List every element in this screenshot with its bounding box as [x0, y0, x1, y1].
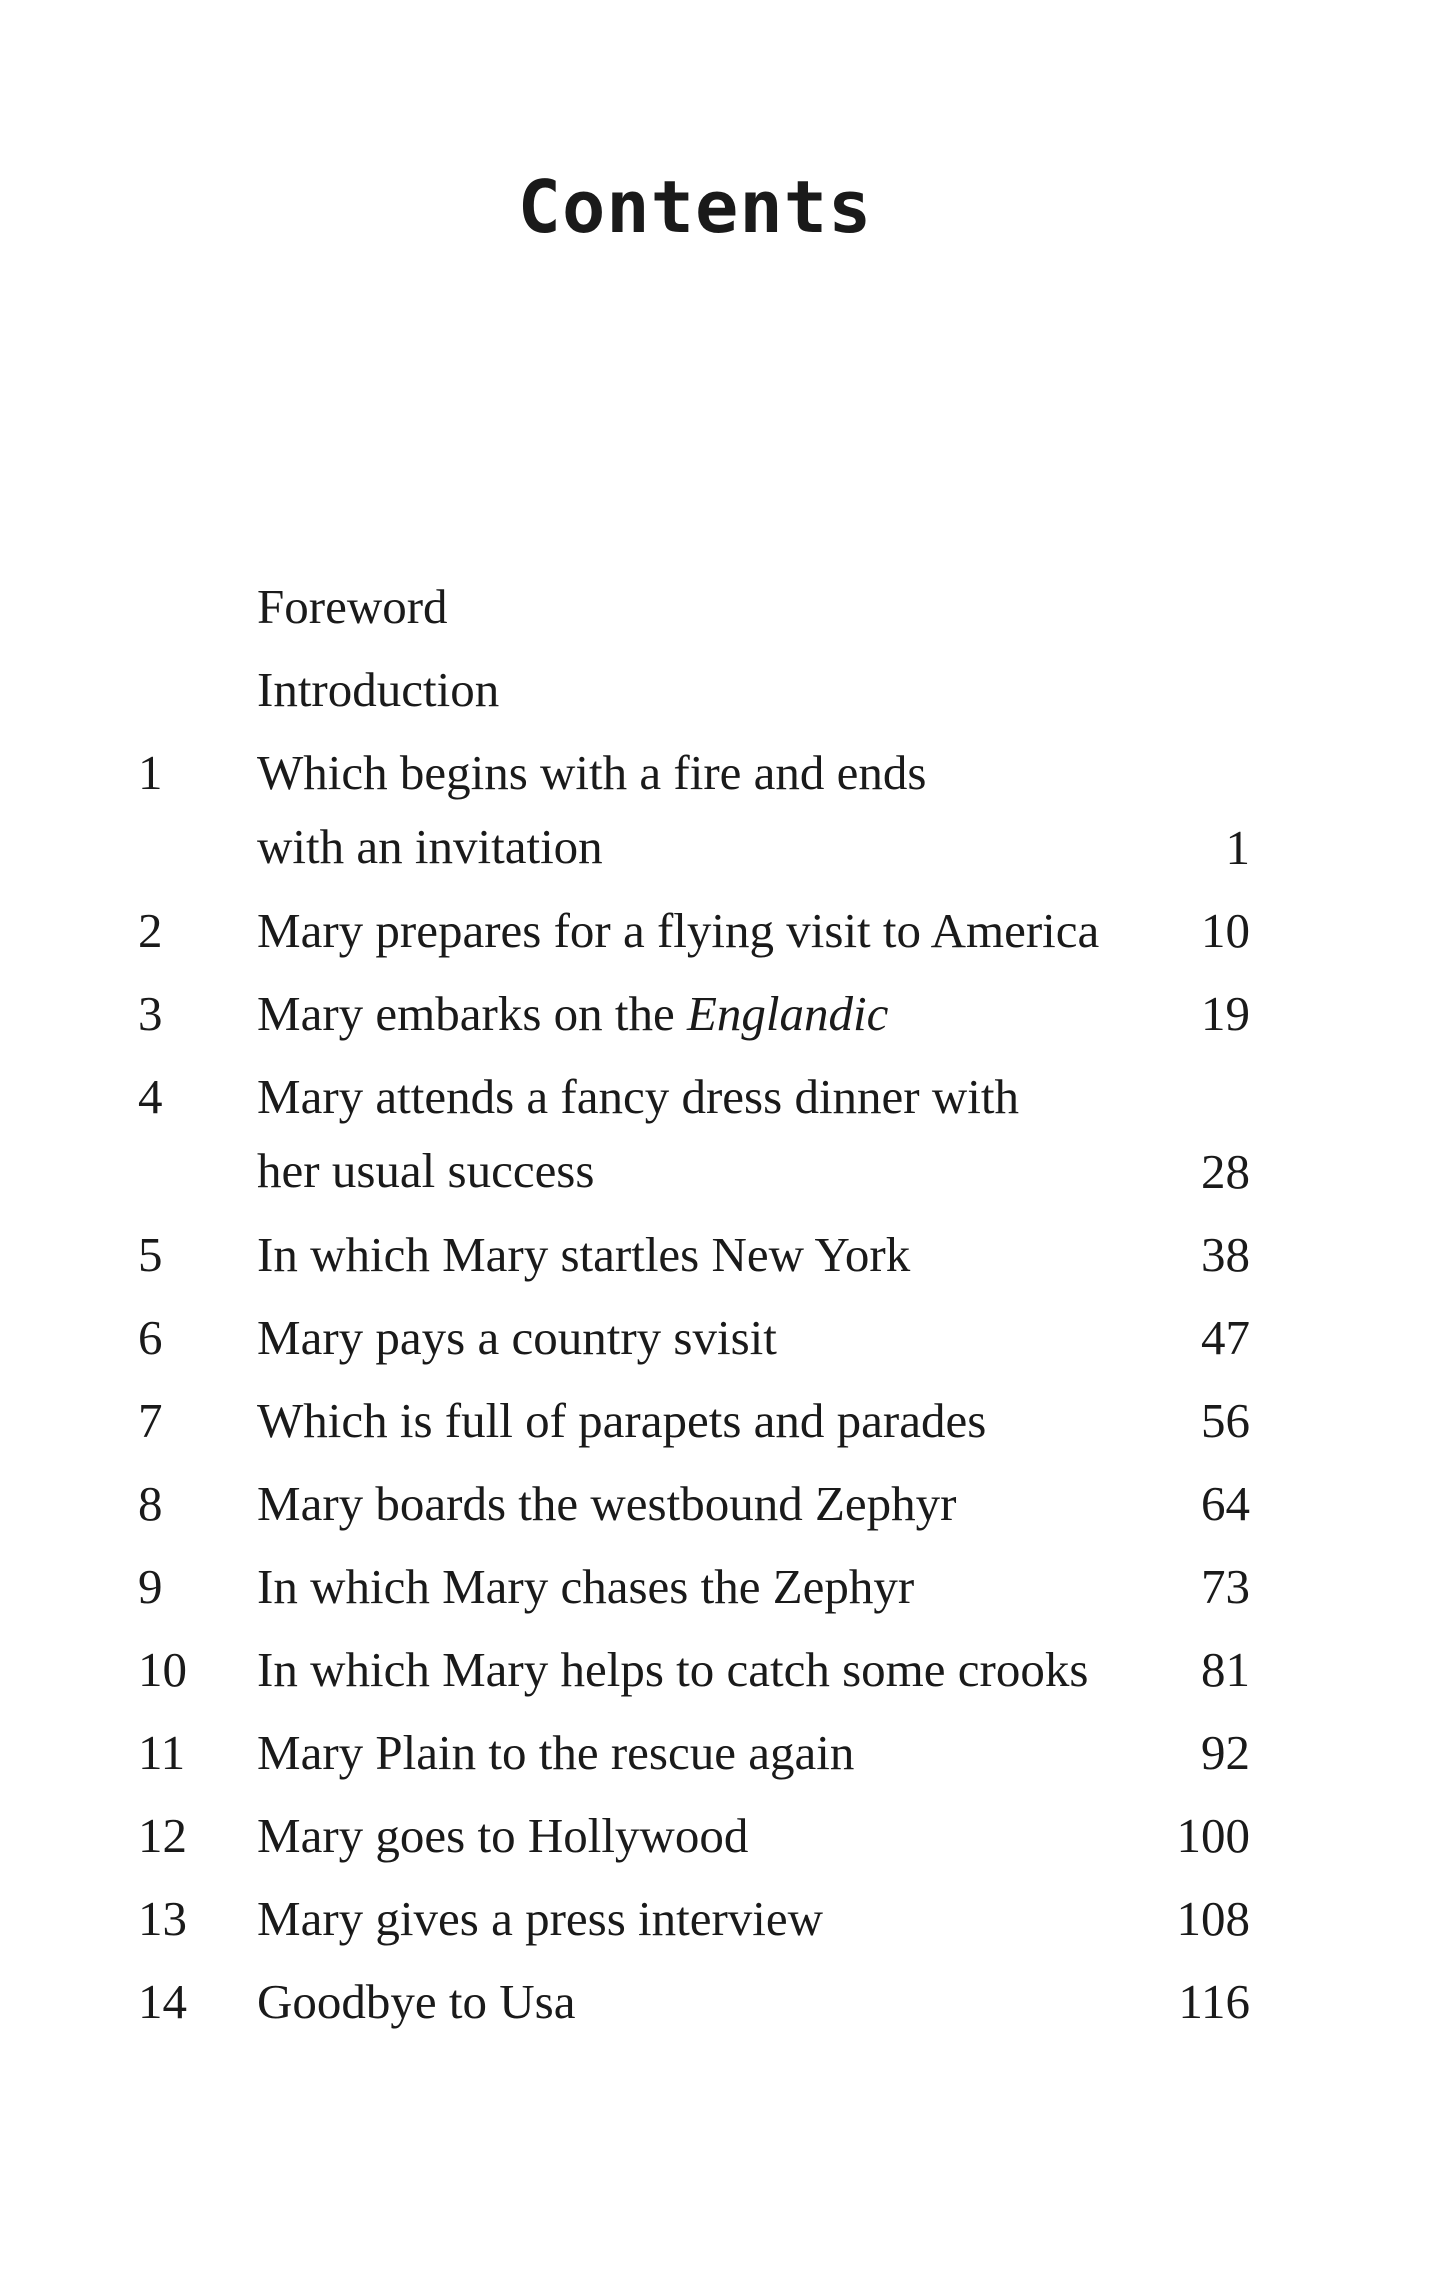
toc-entry-chapter-13 — [0, 1882, 1432, 1965]
chapter-title-line-1: Which begins with a fire and ends — [257, 745, 927, 800]
chapter-number: 13 — [138, 1891, 187, 1946]
chapter-title: Mary goes to Hollywood — [257, 1808, 749, 1863]
ship-name: Englandic — [687, 986, 889, 1041]
toc-entry-chapter-14 — [0, 1965, 1432, 2048]
chapter-title: Mary boards the westbound Zephyr — [257, 1476, 957, 1531]
toc-entry-chapter-9 — [0, 1550, 1432, 1633]
chapter-title: Mary gives a press interview — [257, 1891, 824, 1946]
toc-entry-title: Introduction — [257, 662, 500, 717]
toc-entry-chapter-10 — [0, 1633, 1432, 1716]
chapter-number: 12 — [138, 1808, 187, 1863]
toc-entry-title: Foreword — [257, 579, 448, 634]
chapter-title: In which Mary chases the Zephyr — [257, 1559, 915, 1614]
chapter-title-text: Mary embarks on the — [257, 986, 687, 1041]
chapter-title: Mary pays a country svisit — [257, 1310, 777, 1365]
chapter-title-line-1: Mary attends a fancy dress dinner with — [257, 1069, 1019, 1124]
toc-entry-chapter-3 — [0, 977, 1432, 1060]
chapter-page-number: 19 — [1201, 986, 1250, 1041]
toc-entry-chapter-12 — [0, 1799, 1432, 1882]
chapter-number: 10 — [138, 1642, 187, 1697]
chapter-number: 5 — [138, 1227, 163, 1282]
chapter-title-line-2: with an invitation — [257, 819, 603, 874]
toc-entry-chapter-7 — [0, 1384, 1432, 1467]
chapter-title: Which is full of parapets and parades — [257, 1393, 987, 1448]
toc-entry-chapter-5 — [0, 1218, 1432, 1301]
chapter-page-number: 92 — [1201, 1725, 1250, 1780]
chapter-page-number: 38 — [1201, 1227, 1250, 1282]
toc-entry-chapter-11 — [0, 1716, 1432, 1799]
chapter-number: 14 — [138, 1974, 187, 2029]
chapter-title: Mary prepares for a flying visit to America — [257, 903, 1100, 958]
chapter-page-number: 108 — [1176, 1891, 1250, 1946]
chapter-page-number: 81 — [1201, 1642, 1250, 1697]
chapter-title: In which Mary startles New York — [257, 1227, 911, 1282]
chapter-page-number: 56 — [1201, 1393, 1250, 1448]
chapter-title — [257, 977, 1177, 1051]
chapter-page-number: 10 — [1201, 903, 1250, 958]
chapter-title: In which Mary helps to catch some crooks — [257, 1642, 1089, 1697]
toc-entry-chapter-2 — [0, 894, 1432, 977]
table-of-contents — [0, 570, 1432, 2048]
toc-entry-chapter-1 — [0, 736, 1432, 894]
chapter-title: Goodbye to Usa — [257, 1974, 576, 2029]
chapter-page-number: 1 — [1225, 820, 1250, 875]
chapter-number: 8 — [138, 1476, 163, 1531]
chapter-page-number: 47 — [1201, 1310, 1250, 1365]
chapter-page-number: 73 — [1201, 1559, 1250, 1614]
chapter-number: 4 — [138, 1069, 163, 1124]
toc-entry-foreword — [0, 570, 1432, 653]
toc-entry-introduction — [0, 653, 1432, 736]
chapter-page-number: 100 — [1176, 1808, 1250, 1863]
chapter-title: Mary Plain to the rescue again — [257, 1725, 855, 1780]
chapter-number: 11 — [138, 1725, 186, 1780]
chapter-number: 1 — [138, 745, 163, 800]
page-title: Contents — [517, 165, 873, 249]
chapter-title-line-2: her usual success — [257, 1143, 595, 1198]
chapter-number: 7 — [138, 1393, 163, 1448]
chapter-page-number: 116 — [1178, 1974, 1250, 2029]
toc-entry-chapter-4 — [0, 1060, 1432, 1218]
chapter-page-number: 64 — [1201, 1476, 1250, 1531]
toc-entry-chapter-6 — [0, 1301, 1432, 1384]
chapter-page-number: 28 — [1201, 1144, 1250, 1199]
chapter-number: 6 — [138, 1310, 163, 1365]
chapter-number: 9 — [138, 1559, 163, 1614]
chapter-number: 2 — [138, 903, 163, 958]
chapter-number: 3 — [138, 986, 163, 1041]
toc-entry-chapter-8 — [0, 1467, 1432, 1550]
